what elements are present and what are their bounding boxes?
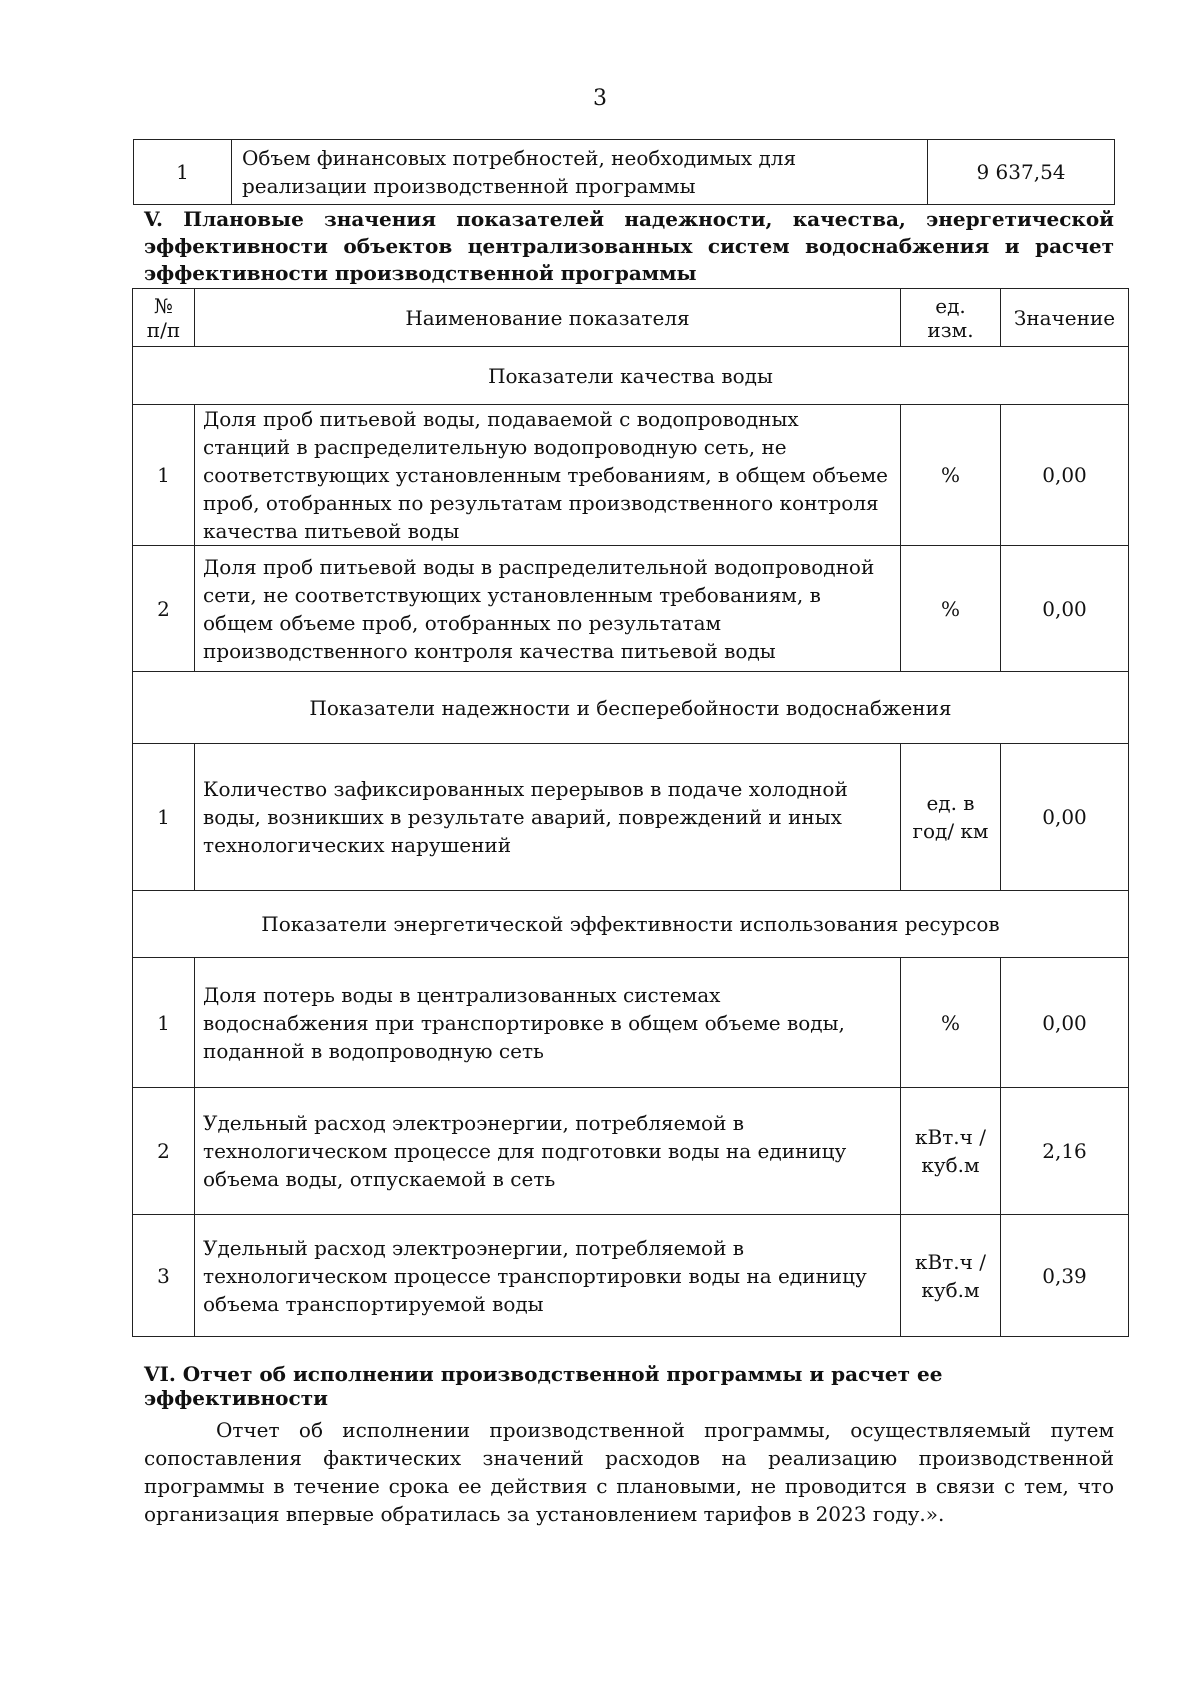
row-number: 2	[133, 1088, 195, 1215]
section-6-paragraph: Отчет об исполнении производственной программы, осуществляемый путем сопоставления фактических значений расходов на реализацию производственной программы в течение срока ее действия с плановыми, не проводится в связи с тем, что организация впервые обратилась за установлением тарифов в 2023 году.».	[144, 1418, 1114, 1526]
row-unit: кВт.ч / куб.м	[901, 1215, 1001, 1337]
header-name: Наименование показателя	[195, 289, 901, 347]
header-unit	[901, 289, 1001, 347]
table-row	[133, 546, 1129, 672]
row-unit: %	[901, 405, 1001, 546]
page-number: 3	[593, 86, 607, 111]
row-name: Количество зафиксированных перерывов в подаче холодной воды, возникших в результате аварий, повреждений и иных технологических нарушений	[195, 744, 901, 891]
row-name: Удельный расход электроэнергии, потребляемой в технологическом процессе для подготовки воды на единицу объема воды, отпускаемой в сеть	[195, 1088, 901, 1215]
section-5-heading-line: эффективности объектов централизованных систем водоснабжения и расчет	[144, 234, 1114, 258]
header-num-line: п/п	[146, 317, 181, 342]
table-row	[133, 1088, 1129, 1215]
row-name: Доля проб питьевой воды в распределительной водопроводной сети, не соответствующих установленным требованиям, в общем объеме проб, отобранных по результатам производственного контроля качества питьевой воды	[195, 546, 901, 672]
group-title-row	[133, 672, 1129, 744]
row-number: 1	[133, 958, 195, 1088]
row-value: 0,00	[1001, 405, 1129, 546]
group-title-row	[133, 891, 1129, 958]
table-header-row	[133, 289, 1129, 347]
row-value: 0,39	[1001, 1215, 1129, 1337]
section-5-heading	[144, 206, 1114, 287]
section-5-heading-line: V. Плановые значения показателей надежности, качества, энергетической	[144, 207, 1114, 231]
row-unit: %	[901, 958, 1001, 1088]
section-5-heading-line: эффективности производственной программы	[144, 261, 697, 285]
row-number: 1	[134, 140, 232, 205]
header-unit-line: изм.	[927, 317, 974, 342]
table-row	[133, 958, 1129, 1088]
row-number: 1	[133, 405, 195, 546]
header-value: Значение	[1001, 289, 1129, 347]
row-value: 0,00	[1001, 958, 1129, 1088]
table-row	[133, 405, 1129, 546]
group-title: Показатели надежности и бесперебойности водоснабжения	[133, 672, 1129, 744]
row-name: Объем финансовых потребностей, необходимых для реализации производственной программы	[232, 140, 928, 205]
row-value: 0,00	[1001, 546, 1129, 672]
header-num-line: №	[154, 293, 173, 318]
group-title: Показатели качества воды	[133, 347, 1129, 405]
indicators-table	[132, 288, 1129, 1337]
row-number: 1	[133, 744, 195, 891]
group-title: Показатели энергетической эффективности использования ресурсов	[133, 891, 1129, 958]
row-name: Удельный расход электроэнергии, потребляемой в технологическом процессе транспортировки воды на единицу объема транспортируемой воды	[195, 1215, 901, 1337]
group-title-row	[133, 347, 1129, 405]
row-name: Доля потерь воды в централизованных системах водоснабжения при транспортировке в общем объеме воды, поданной в водопроводную сеть	[195, 958, 901, 1088]
header-num	[133, 289, 195, 347]
table-row	[133, 1215, 1129, 1337]
financial-needs-table	[133, 139, 1115, 205]
row-value: 2,16	[1001, 1088, 1129, 1215]
section-6-heading: VI. Отчет об исполнении производственной программы и расчет ее эффективности	[144, 1362, 943, 1410]
row-unit: %	[901, 546, 1001, 672]
header-unit-line: ед.	[935, 293, 966, 318]
row-number: 2	[133, 546, 195, 672]
row-unit: кВт.ч / куб.м	[901, 1088, 1001, 1215]
row-name: Доля проб питьевой воды, подаваемой с водопроводных станций в распределительную водопроводную сеть, не соответствующих установленным требованиям, в общем объеме проб, отобранных по результатам производственного контроля качества питьевой воды	[195, 405, 901, 546]
row-value: 9 637,54	[928, 140, 1115, 205]
table-row	[133, 744, 1129, 891]
table-row	[134, 140, 1115, 205]
row-value: 0,00	[1001, 744, 1129, 891]
row-unit: ед. в год/ км	[901, 744, 1001, 891]
row-number: 3	[133, 1215, 195, 1337]
